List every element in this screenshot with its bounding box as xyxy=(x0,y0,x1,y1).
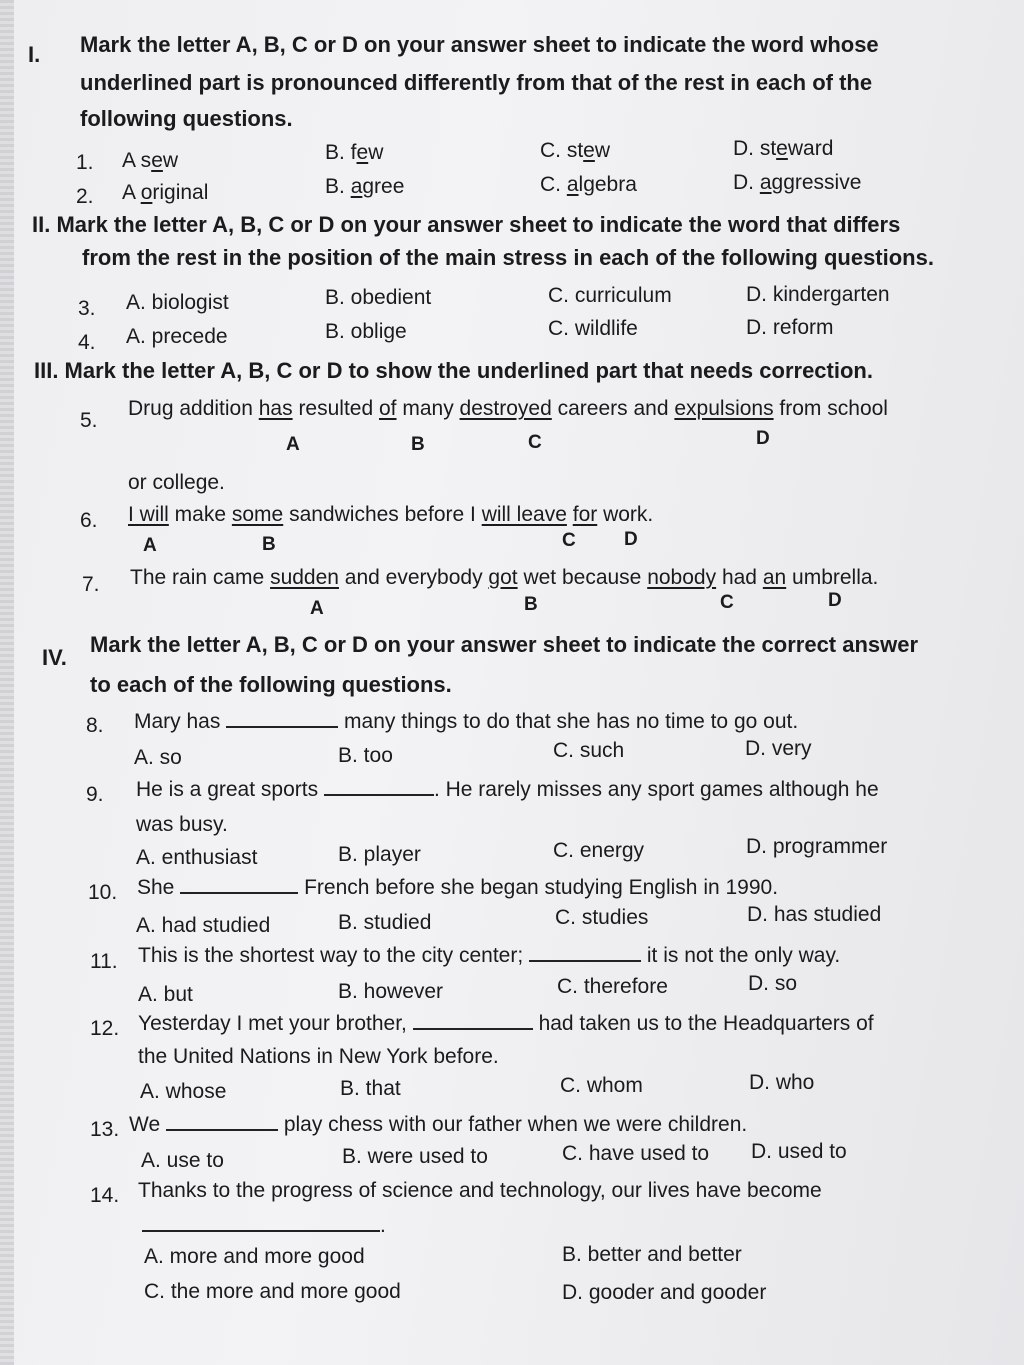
q9-option-b[interactable]: B. player xyxy=(338,843,421,866)
q12-number: 12. xyxy=(90,1017,120,1040)
q6-number: 6. xyxy=(80,509,98,532)
section-1-line-3: following questions. xyxy=(80,106,293,131)
q9-stem-continued: was busy. xyxy=(136,813,228,836)
q7-label-c[interactable]: C xyxy=(720,592,734,613)
q6-label-c[interactable]: C xyxy=(562,530,576,551)
section-1-line-1: Mark the letter A, B, C or D on your answer sheet to indicate the word whose xyxy=(80,32,879,57)
q5-part-d: expulsions xyxy=(674,397,774,420)
q3-number: 3. xyxy=(78,297,96,320)
q8-option-a[interactable]: A. so xyxy=(134,746,182,769)
q2-option-a[interactable]: A original xyxy=(122,181,209,204)
q3-option-b[interactable]: B. obedient xyxy=(325,286,432,309)
q11-stem: This is the shortest way to the city center; it is not the only way. xyxy=(138,944,841,967)
q10-option-b[interactable]: B. studied xyxy=(338,911,432,934)
q7-label-b[interactable]: B xyxy=(524,594,538,615)
q10-number: 10. xyxy=(88,881,118,904)
q8-option-c[interactable]: C. such xyxy=(553,739,625,762)
q9-option-d[interactable]: D. programmer xyxy=(746,835,888,858)
q11-option-b[interactable]: B. however xyxy=(338,980,444,1003)
q14-number: 14. xyxy=(90,1184,120,1207)
q7-part-d: an xyxy=(762,566,787,589)
q14-stem: Thanks to the progress of science and technology, our lives have become xyxy=(138,1179,822,1202)
q11-option-c[interactable]: C. therefore xyxy=(557,975,668,998)
q12-option-c[interactable]: C. whom xyxy=(560,1074,643,1097)
q12-blank[interactable] xyxy=(413,1010,533,1030)
q1-option-a[interactable]: A sew xyxy=(122,149,179,172)
q13-option-c[interactable]: C. have used to xyxy=(562,1142,710,1165)
q11-option-d[interactable]: D. so xyxy=(748,972,798,995)
q14-option-a[interactable]: A. more and more good xyxy=(144,1245,365,1268)
q7-number: 7. xyxy=(82,573,100,596)
q8-blank[interactable] xyxy=(226,708,338,728)
q14-option-c[interactable]: C. the more and more good xyxy=(144,1280,401,1303)
section-4-line-1: Mark the letter A, B, C or D on your answer sheet to indicate the correct answer xyxy=(90,632,919,657)
q11-blank[interactable] xyxy=(529,942,641,962)
q7-part-b: got xyxy=(488,566,518,589)
q6-label-d[interactable]: D xyxy=(624,529,638,550)
q5-part-a: has xyxy=(258,397,293,420)
q6-part-c: will leave xyxy=(481,503,567,526)
q12-stem-continued: the United Nations in New York before. xyxy=(138,1045,499,1068)
q7-label-d[interactable]: D xyxy=(828,590,842,611)
q6-label-a[interactable]: A xyxy=(143,535,157,556)
q4-option-b[interactable]: B. oblige xyxy=(325,320,407,343)
section-2-line-2: from the rest in the position of the main stress in each of the following questions. xyxy=(82,245,934,270)
q2-option-c[interactable]: C. algebra xyxy=(540,173,637,196)
q5-label-c[interactable]: C xyxy=(528,432,542,453)
q14-option-b[interactable]: B. better and better xyxy=(562,1243,742,1266)
section-1-line-2: underlined part is pronounced differently from that of the rest in each of the xyxy=(80,70,873,95)
section-2-line-1: II. Mark the letter A, B, C or D on your answer sheet to indicate the word that differs xyxy=(32,212,901,237)
q5-part-b: of xyxy=(379,397,397,420)
q6-part-a: I will xyxy=(128,503,169,526)
q5-label-b[interactable]: B xyxy=(411,434,425,455)
q9-stem: He is a great sports . He rarely misses any sport games although he xyxy=(136,778,879,801)
q7-part-c: nobody xyxy=(647,566,717,589)
q13-option-d[interactable]: D. used to xyxy=(751,1140,847,1163)
q13-option-a[interactable]: A. use to xyxy=(141,1149,224,1172)
section-1-number: I. xyxy=(28,42,41,67)
q5-label-d[interactable]: D xyxy=(756,428,770,449)
q14-stem-continued: . xyxy=(142,1212,386,1239)
q8-stem: Mary has many things to do that she has no time to go out. xyxy=(134,710,799,733)
q6-part-d: for xyxy=(572,503,598,526)
q9-number: 9. xyxy=(86,783,104,806)
q5-continuation: or college. xyxy=(128,471,225,494)
q7-part-a: sudden xyxy=(270,566,339,589)
q1-number: 1. xyxy=(76,151,94,174)
q6-label-b[interactable]: B xyxy=(262,534,276,555)
q11-number: 11. xyxy=(90,950,118,973)
q13-option-b[interactable]: B. were used to xyxy=(342,1145,488,1168)
q7-label-a[interactable]: A xyxy=(310,598,324,619)
q6-sentence: I will make some sandwiches before I will leave for work. xyxy=(128,503,654,526)
q13-blank[interactable] xyxy=(166,1111,278,1131)
section-4-line-2: to each of the following questions. xyxy=(90,672,452,697)
q4-option-d[interactable]: D. reform xyxy=(746,316,834,339)
q5-label-a[interactable]: A xyxy=(286,434,300,455)
q5-sentence: Drug addition has resulted of many destroyed careers and expulsions from school xyxy=(128,397,888,420)
q12-option-b[interactable]: B. that xyxy=(340,1077,401,1100)
q10-option-c[interactable]: C. studies xyxy=(555,906,649,929)
q8-option-d[interactable]: D. very xyxy=(745,737,812,760)
q6-part-b: some xyxy=(231,503,284,526)
q3-option-d[interactable]: D. kindergarten xyxy=(746,283,890,306)
paper-edge xyxy=(0,0,14,1365)
section-4-number: IV. xyxy=(42,645,67,670)
q9-option-a[interactable]: A. enthusiast xyxy=(136,846,258,869)
q3-option-a[interactable]: A. biologist xyxy=(126,291,229,314)
q10-option-d[interactable]: D. has studied xyxy=(747,903,882,926)
q5-part-c: destroyed xyxy=(459,397,552,420)
q14-option-d[interactable]: D. gooder and gooder xyxy=(562,1281,767,1304)
q10-stem: She French before she began studying English in 1990. xyxy=(137,876,779,899)
q12-stem: Yesterday I met your brother, had taken us to the Headquarters of xyxy=(138,1012,874,1035)
q10-blank[interactable] xyxy=(180,874,298,894)
q12-option-a[interactable]: A. whose xyxy=(140,1080,227,1103)
q12-option-d[interactable]: D. who xyxy=(749,1071,815,1094)
q4-option-c[interactable]: C. wildlife xyxy=(548,317,638,340)
q4-option-a[interactable]: A. precede xyxy=(126,325,228,348)
q2-option-b[interactable]: B. agree xyxy=(325,175,405,198)
q11-option-a[interactable]: A. but xyxy=(138,983,193,1006)
q7-sentence: The rain came sudden and everybody got wet because nobody had an umbrella. xyxy=(130,566,879,589)
q14-blank[interactable] xyxy=(142,1212,380,1232)
q13-stem: We play chess with our father when we were children. xyxy=(129,1113,748,1136)
q4-number: 4. xyxy=(78,331,96,354)
q1-option-b[interactable]: B. few xyxy=(325,141,384,164)
q10-option-a[interactable]: A. had studied xyxy=(136,914,271,937)
q2-option-d[interactable]: D. aggressive xyxy=(733,171,862,194)
q8-number: 8. xyxy=(86,714,104,737)
q1-option-d[interactable]: D. steward xyxy=(733,137,834,160)
section-3-line-1: III. Mark the letter A, B, C or D to show the underlined part that needs correction. xyxy=(34,358,873,383)
q9-blank[interactable] xyxy=(324,776,434,796)
q5-number: 5. xyxy=(80,409,98,432)
q13-number: 13. xyxy=(90,1118,120,1141)
q8-option-b[interactable]: B. too xyxy=(338,744,393,767)
q2-number: 2. xyxy=(76,185,94,208)
q1-option-c[interactable]: C. stew xyxy=(540,139,611,162)
q3-option-c[interactable]: C. curriculum xyxy=(548,284,672,307)
q9-option-c[interactable]: C. energy xyxy=(553,839,645,862)
